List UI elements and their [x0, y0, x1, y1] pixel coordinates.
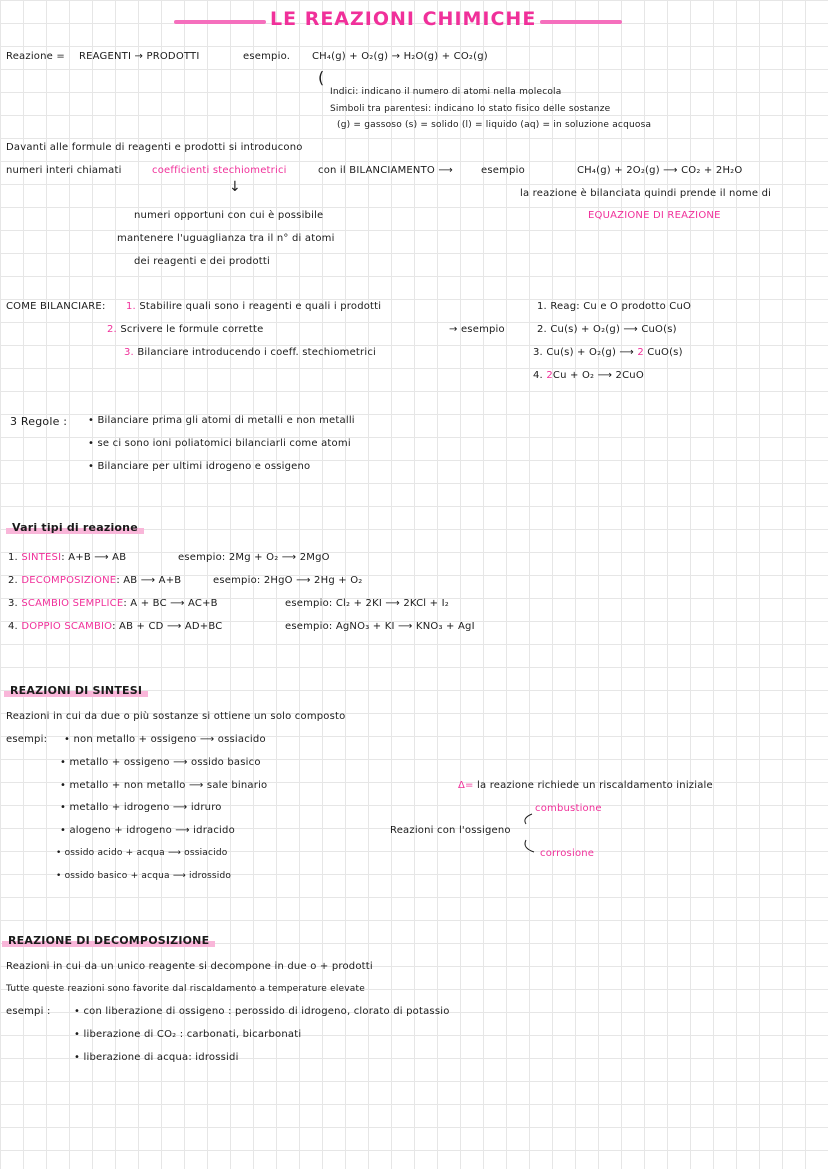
decomp-esempi-label: esempi :: [6, 1006, 51, 1017]
regola-2: • se ci sono ioni poliatomici bilanciarli come atomi: [88, 438, 351, 449]
ex-2-number: 2.: [537, 324, 547, 335]
tipo-2-formula: : AB ⟶ A+B: [116, 575, 182, 586]
tipo-2-esempio: esempio: 2HgO ⟶ 2Hg + O₂: [213, 575, 363, 586]
tipo-4-esempio: esempio: AgNO₃ + KI ⟶ KNO₃ + AgI: [285, 621, 475, 632]
step-2-number: 2.: [107, 324, 117, 335]
decomp-line1: Reazioni in cui da un unico reagente si decompone in due o + prodotti: [6, 961, 373, 972]
sintesi-item-3: • metallo + non metallo ⟶ sale binario: [60, 780, 267, 791]
tipo-3-esempio: esempio: Cl₂ + 2KI ⟶ 2KCl + I₂: [285, 598, 449, 609]
bilanciare-ex-3: [533, 347, 683, 358]
coeff-sub-1: numeri opportuni con cui è possibile: [134, 210, 324, 221]
sintesi-corrosione: corrosione: [540, 848, 595, 859]
tipo-2-number: 2.: [8, 575, 18, 586]
decomp-item-3: • liberazione di acqua: idrossidi: [74, 1052, 239, 1063]
tipo-2-name: DECOMPOSIZIONE: [21, 575, 117, 586]
bilanciare-ex-1: [537, 301, 691, 312]
delta-text: la reazione richiede un riscaldamento iniziale: [477, 780, 713, 791]
ex-3-post: CuO(s): [643, 347, 683, 358]
sintesi-combustione: combustione: [535, 803, 602, 814]
coeff-sub-3: dei reagenti e dei prodotti: [134, 256, 270, 267]
bilanciare-step-2: [107, 324, 263, 335]
ex-3-number: 3.: [533, 347, 543, 358]
tipo-4-formula: : AB + CD ⟶ AD+BC: [112, 621, 223, 632]
bilanciare-ex-2: [537, 324, 677, 335]
tipo-3-number: 3.: [8, 598, 18, 609]
ex-1-text: Reag: Cu e O prodotto CuO: [550, 301, 692, 312]
reazione-esempio-label: esempio.: [243, 51, 291, 62]
coeff-equazione: EQUAZIONE DI REAZIONE: [588, 210, 721, 221]
tipo-3-name: SCAMBIO SEMPLICE: [21, 598, 124, 609]
coeff-bilanciata: la reazione è bilanciata quindi prende il nome di: [520, 188, 772, 199]
tipo-1-formula: : A+B ⟶ AB: [61, 552, 127, 563]
sintesi-item-5: • alogeno + idrogeno ⟶ idracido: [60, 825, 235, 836]
sintesi-item-4: • metallo + idrogeno ⟶ idruro: [60, 802, 222, 813]
coeff-eq: CH₄(g) + 2O₂(g) ⟶ CO₂ + 2H₂O: [577, 165, 743, 176]
step-3-text: Bilanciare introducendo i coeff. stechiometrici: [137, 347, 377, 358]
regole-label: 3 Regole :: [10, 415, 68, 428]
delta-icon: Δ=: [458, 780, 474, 791]
title-bar-left: [174, 20, 266, 24]
tipo-1-name: SINTESI: [21, 552, 62, 563]
bilanciare-ex-4: [533, 370, 644, 381]
ex-4-number: 4.: [533, 370, 543, 381]
tipi-heading: Vari tipi di reazione: [6, 521, 144, 534]
ex-1-number: 1.: [537, 301, 547, 312]
tipo-4-number: 4.: [8, 621, 18, 632]
reazione-note-1: Indici: indicano il numero di atomi nella molecola: [330, 87, 562, 97]
sintesi-item-1: • non metallo + ossigeno ⟶ ossiacido: [64, 734, 266, 745]
ossigeno-branch-icon: [518, 808, 540, 858]
tipo-1-number: 1.: [8, 552, 18, 563]
sintesi-item-2: • metallo + ossigeno ⟶ ossido basico: [60, 757, 261, 768]
tipo-1: [8, 552, 126, 563]
reazione-note-2: Simboli tra parentesi: indicano lo stato fisico delle sostanze: [330, 104, 611, 114]
sintesi-def: Reazioni in cui da due o più sostanze si ottiene un solo composto: [6, 711, 346, 722]
tipo-3: [8, 598, 218, 609]
coeff-esempio-label: esempio: [481, 165, 525, 176]
sintesi-ossigeno: Reazioni con l'ossigeno: [390, 825, 511, 836]
bilanciare-step-3: [124, 347, 376, 358]
tipo-4-name: DOPPIO SCAMBIO: [21, 621, 113, 632]
sintesi-item-6: • ossido acido + acqua ⟶ ossiacido: [56, 848, 227, 858]
regola-1: • Bilanciare prima gli atomi di metalli e non metalli: [88, 415, 355, 426]
bilanciare-label: COME BILANCIARE:: [6, 301, 106, 312]
tipo-3-formula: : A + BC ⟶ AC+B: [123, 598, 218, 609]
step-1-number: 1.: [126, 301, 136, 312]
bilanciare-step-1: [126, 301, 381, 312]
coeff-down-arrow: ↓: [229, 179, 241, 195]
decomp-item-2: • liberazione di CO₂ : carbonati, bicarbonati: [74, 1029, 301, 1040]
reazione-def: REAGENTI → PRODOTTI: [79, 51, 200, 62]
regola-3: • Bilanciare per ultimi idrogeno e ossigeno: [88, 461, 310, 472]
title-bar-right: [540, 20, 622, 24]
step-1-text: Stabilire quali sono i reagenti e quali i prodotti: [139, 301, 382, 312]
bilanciare-esempio-label: → esempio: [449, 324, 505, 335]
coeff-line2b: con il BILANCIAMENTO ⟶: [318, 165, 453, 176]
ex-4-highlight: 2: [546, 370, 553, 381]
ex-2-text: Cu(s) + O₂(g) ⟶ CuO(s): [550, 324, 677, 335]
tipo-2: [8, 575, 181, 586]
tipo-4: [8, 621, 222, 632]
ex-4-post: Cu + O₂ ⟶ 2CuO: [552, 370, 644, 381]
reazione-label: Reazione =: [6, 51, 65, 62]
sintesi-heading: REAZIONI DI SINTESI: [4, 684, 148, 697]
ex-3-highlight: 2: [637, 347, 644, 358]
decomp-item-1: • con liberazione di ossigeno : perossido di idrogeno, clorato di potassio: [74, 1006, 450, 1017]
sintesi-item-7: • ossido basico + acqua ⟶ idrossido: [56, 871, 231, 881]
step-3-number: 3.: [124, 347, 134, 358]
coeff-highlight: coefficienti stechiometrici: [152, 165, 287, 176]
coeff-line2a: numeri interi chiamati: [6, 165, 122, 176]
coeff-line1: Davanti alle formule di reagenti e prodotti si introducono: [6, 142, 303, 153]
reazione-note-3: (g) = gassoso (s) = solido (l) = liquido (aq) = in soluzione acquosa: [337, 120, 652, 130]
tipo-1-esempio: esempio: 2Mg + O₂ ⟶ 2MgO: [178, 552, 330, 563]
reazione-note-bracket: (: [318, 68, 325, 87]
step-2-text: Scrivere le formule corrette: [120, 324, 264, 335]
page-title: LE REAZIONI CHIMICHE: [270, 8, 537, 30]
decomp-line2: Tutte queste reazioni sono favorite dal riscaldamento a temperature elevate: [6, 984, 365, 994]
sintesi-delta-note: [458, 780, 713, 791]
sintesi-esempi-label: esempi:: [6, 734, 48, 745]
decomp-heading: REAZIONE DI DECOMPOSIZIONE: [2, 934, 215, 947]
reazione-esempio-eq: CH₄(g) + O₂(g) → H₂O(g) + CO₂(g): [312, 51, 488, 62]
coeff-sub-2: mantenere l'uguaglianza tra il n° di atomi: [117, 233, 335, 244]
ex-3-pre: Cu(s) + O₂(g) ⟶: [546, 347, 638, 358]
